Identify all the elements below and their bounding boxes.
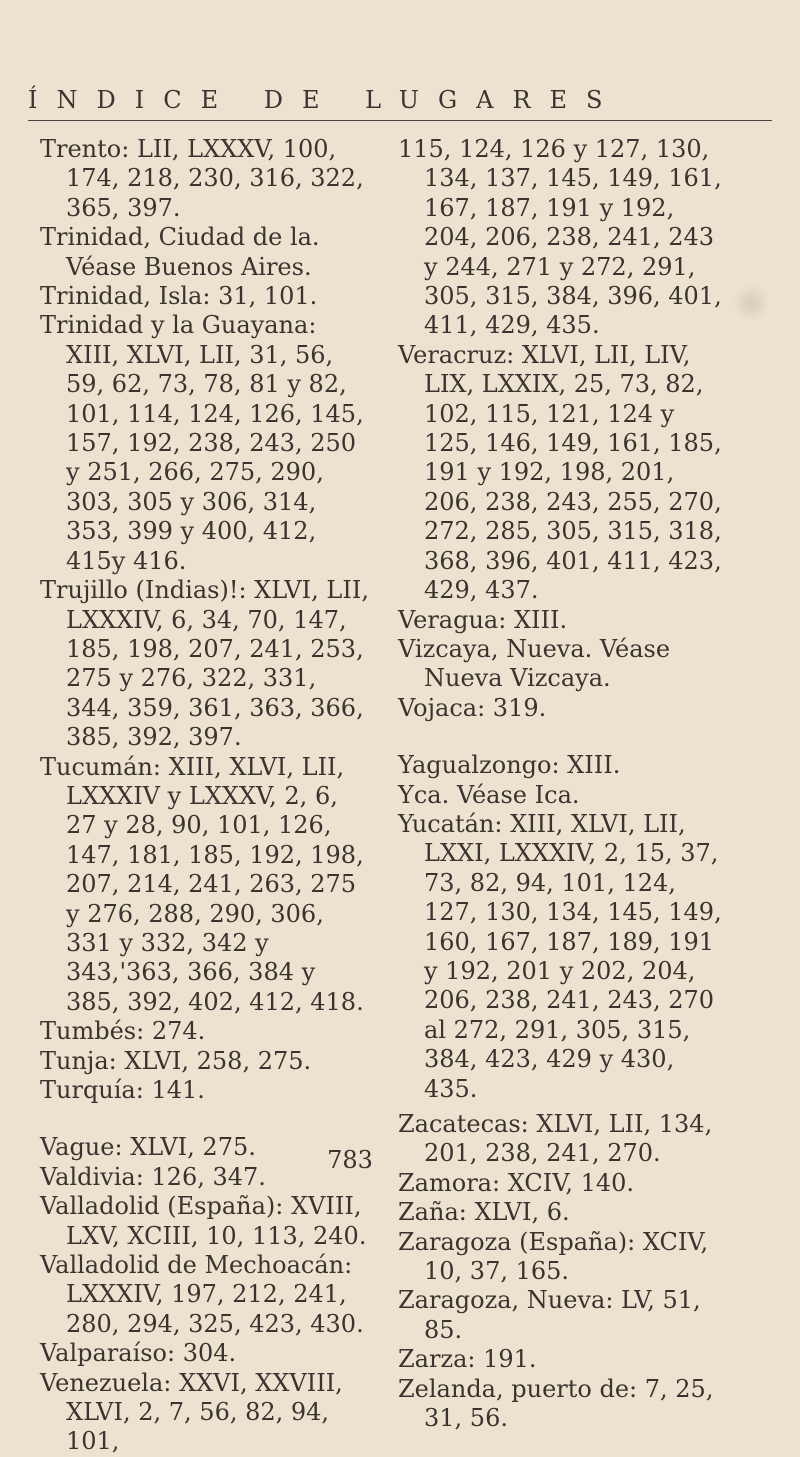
header-rule [28,120,772,121]
letter-gap [40,1105,370,1133]
left-column [40,135,370,1457]
index-entry-tunja: Tunja: XLVI, 258, 275. [40,1046,312,1075]
index-entry-tucuman: Tucumán: XIII, XLVI, LII, LXXXIV y LXXXV, 2, 6, 27 y 28, 90, 101, 126, 147, 181, 185, 192, 198, 207, 214, 241, 263, 275 y 276, 288, 290, 306, 331 y 332, 342 y 343,'363, 366, 384 y 385, 392, 402, 412, 418. [40,752,364,1016]
running-header: ÍNDICE DE LUGARES [28,86,622,114]
index-entry-zana: Zaña: XLVI, 6. [398,1198,570,1227]
index-entry-valparaiso: Valparaíso: 304. [40,1339,237,1368]
index-entry-vague: Vague: XLVI, 275. [40,1133,256,1162]
index-entry-trinidad-isla: Trinidad, Isla: 31, 101. [40,282,318,311]
index-entry-yagualzongo: Yagualzongo: XIII. [398,751,621,780]
index-entry-trento: Trento: LII, LXXXV, 100, 174, 218, 230, 316, 322, 365, 397. [40,135,364,222]
index-entry-zarza: Zarza: 191. [398,1345,537,1374]
index-entry-turquia: Turquía: 141. [40,1076,205,1104]
index-entry-zaragoza-espana: Zaragoza (España): XCIV, 10, 37, 165. [398,1227,709,1286]
index-entry-yca: Yca. Véase Ica. [398,780,580,809]
index-entry-veragua: Veragua: XIII. [398,605,568,634]
index-entry-trujillo: Trujillo (Indias)!: XLVI, LII, LXXXIV, 6, 34, 70, 147, 185, 198, 207, 241, 253, 275 y 276, 322, 331, 344, 359, 361, 363, 366, 385, 392, 397. [40,576,369,752]
letter-gap [398,723,728,751]
index-entry-valladolid-mechoacan: Valladolid de Mechoacán: LXXXIV, 197, 212, 241, 280, 294, 325, 423, 430. [40,1251,364,1338]
page-number: 783 [327,1146,373,1174]
index-entry-zaragoza-nueva: Zaragoza, Nueva: LV, 51, 85. [398,1286,701,1344]
index-entry-tumbes: Tumbés: 274. [40,1017,206,1046]
index-entry-yucatan: Yucatán: XIII, XLVI, LII, LXXI, LXXXIV, 2, 15, 37, 73, 82, 94, 101, 124, 127, 130, 134, 145, 149, 160, 167, 187, 189, 191 y 192, 201 y 202, 204, 206, 238, 241, 243, 270 al 272, 291, 305, 315, 384, 423, 429 y 430, 435. [398,809,722,1103]
index-entry-valladolid-espana: Valladolid (España): XVIII, LXV, XCIII, 10, 113, 240. [40,1192,367,1250]
index-entry-trinidad-ciudad: Trinidad, Ciudad de la. Véase Buenos Aires. [40,223,320,281]
index-entry-venezuela: Venezuela: XXVI, XXVIII, XLVI, 2, 7, 56, 82, 94, 101, [40,1368,343,1456]
index-entry-vizcaya: Vizcaya, Nueva. Véase Nueva Vizcaya. [398,634,671,693]
index-entry-trinidad-guayana: Trinidad y la Guayana: XIII, XLVI, LII, 31, 56, 59, 62, 73, 78, 81 y 82, 101, 114, 124, 126, 145, 157, 192, 238, 243, 250 y 251, 266, 275, 290, 303, 305 y 306, 314, 353, 399 y 400, 412, 415y 416. [40,311,364,575]
index-entry-zacatecas: Zacatecas: XLVI, LII, 134, 201, 238, 241, 270. [398,1110,713,1168]
index-entry-zelanda: Zelanda, puerto de: 7, 25, 31, 56. [398,1374,714,1433]
index-entry-venezuela-continued: 115, 124, 126 y 127, 130, 134, 137, 145, 149, 161, 167, 187, 191 y 192, 204, 206, 238, 241, 243 y 244, 271 y 272, 291, 305, 315, 384, 396, 401, 411, 429, 435. [398,135,722,340]
index-entry-valdivia: Valdivia: 126, 347. [40,1162,266,1191]
index-entry-veracruz: Veracruz: XLVI, LII, LIV, LIX, LXXIX, 25, 73, 82, 102, 115, 121, 124 y 125, 146, 149, 161, 185, 191 y 192, 198, 201, 206, 238, 243, 255, 270, 272, 285, 305, 315, 318, 368, 396, 401, 411, 423, 429, 437. [398,340,722,605]
index-entry-zamora: Zamora: XCIV, 140. [398,1168,635,1197]
paper-stain [734,282,768,324]
right-column [398,135,728,1433]
index-entry-vojaca: Vojaca: 319. [398,693,547,722]
